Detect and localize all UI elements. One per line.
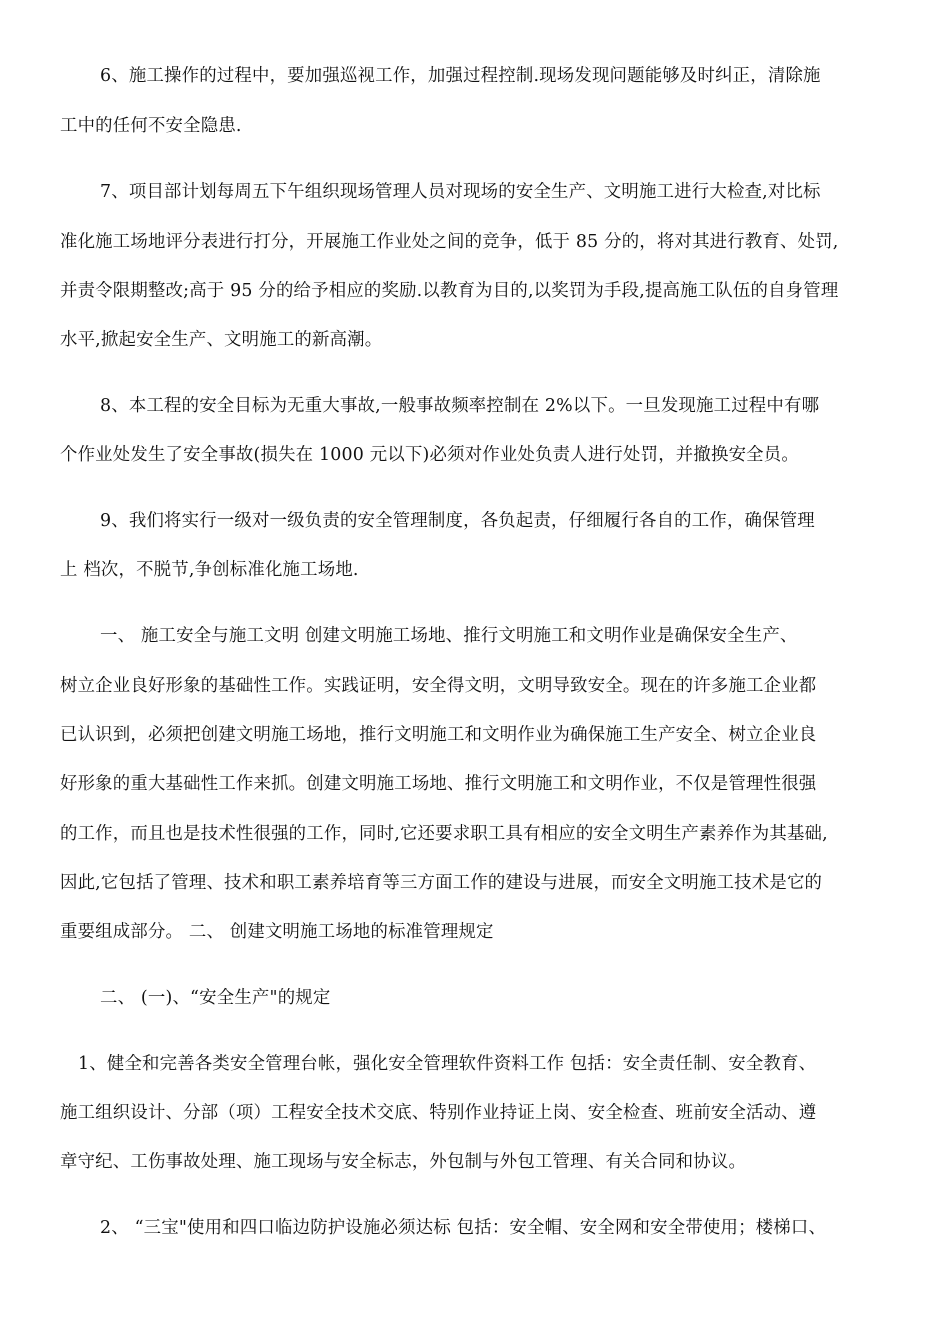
paragraph-7-line-3: 并责令限期整改;高于 95 分的给予相应的奖励.以教育为目的,以奖罚为手段,提高施工队伍的自身管理 [60,281,839,301]
paragraph-9-line-2: 上 档次，不脱节,争创标准化施工场地. [60,560,359,580]
section-1-line-6: 因此,它包括了管理、技术和职工素养培育等三方面工作的建设与进展，而安全文明施工技术是它的 [60,873,823,893]
paragraph-6-line-2: 工中的任何不安全隐患. [60,116,242,136]
paragraph-7-line-4: 水平,掀起安全生产、文明施工的新高潮。 [60,330,383,350]
paragraph-7-line-1: 7、项目部计划每周五下午组织现场管理人员对现场的安全生产、文明施工进行大检查,对比标 [100,182,821,202]
section-1-line-4: 好形象的重大基础性工作来抓。创建文明施工场地、推行文明施工和文明作业，不仅是管理性很强 [60,774,817,794]
section-1-line-1: 一、 施工安全与施工文明 创建文明施工场地、推行文明施工和文明作业是确保安全生产、 [100,626,798,646]
section-2-heading: 二、 (一)、“安全生产"的规定 [100,988,331,1008]
paragraph-8-line-1: 8、本工程的安全目标为无重大事故,一般事故频率控制在 2%以下。一旦发现施工过程中有哪 [100,396,820,416]
section-1-line-5: 的工作，而且也是技术性很强的工作，同时,它还要求职工具有相应的安全文明生产素养作为其基础, [60,824,828,844]
paragraph-8-line-2: 个作业处发生了安全事故(损失在 1000 元以下)必须对作业处负责人进行处罚，并撤换安全员。 [60,445,799,465]
paragraph-6-line-1: 6、施工操作的过程中，要加强巡视工作，加强过程控制.现场发现问题能够及时纠正，清除施 [100,66,821,86]
section-1-line-2: 树立企业良好形象的基础性工作。实践证明，安全得文明，文明导致安全。现在的许多施工企业都 [60,676,817,696]
section-1-line-7: 重要组成部分。 二、 创建文明施工场地的标准管理规定 [60,922,494,942]
item-1-line-1: 1、健全和完善各类安全管理台帐，强化安全管理软件资料工作 包括：安全责任制、安全教育、 [78,1054,817,1074]
section-1-line-3: 已认识到，必须把创建文明施工场地，推行文明施工和文明作业为确保施工生产安全、树立企业良 [60,725,817,745]
item-1-line-2: 施工组织设计、分部（项）工程安全技术交底、特别作业持证上岗、安全检查、班前安全活动、遵 [60,1103,817,1123]
paragraph-7-line-2: 准化施工场地评分表进行打分，开展施工作业处之间的竞争，低于 85 分的，将对其进行教育、处罚, [60,232,839,252]
paragraph-9-line-1: 9、我们将实行一级对一级负责的安全管理制度，各负起责，仔细履行各自的工作，确保管理 [100,511,815,531]
item-1-line-3: 章守纪、工伤事故处理、施工现场与安全标志，外包制与外包工管理、有关合同和协议。 [60,1152,747,1172]
item-2-line-1: 2、 “三宝"使用和四口临边防护设施必须达标 包括：安全帽、安全网和安全带使用；楼梯口、 [100,1218,827,1238]
